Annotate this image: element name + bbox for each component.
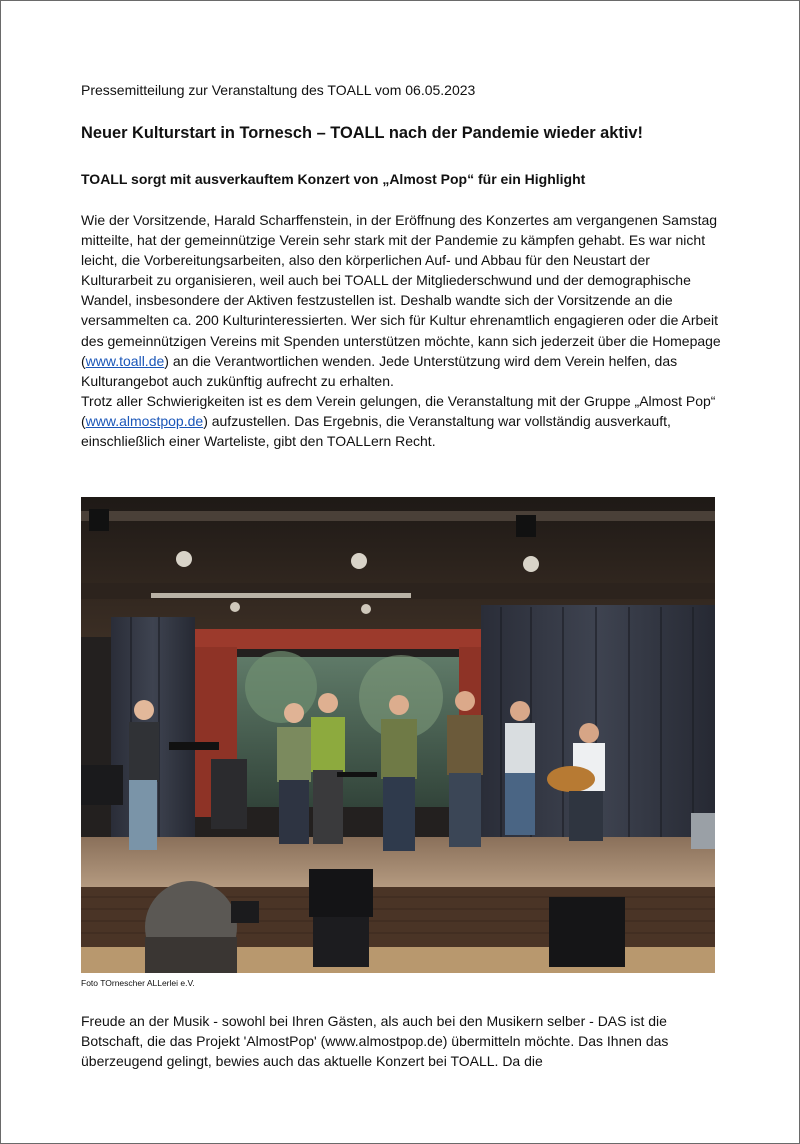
paragraph-2	[81, 391, 721, 451]
subheadline: TOALL sorgt mit ausverkauftem Konzert von „Almost Pop“ für ein Highlight	[81, 171, 586, 187]
article-body	[81, 210, 721, 451]
press-release-line: Pressemitteilung zur Veranstaltung des TOALL vom 06.05.2023	[81, 82, 476, 98]
concert-photo-illustration	[81, 497, 715, 973]
concert-photo	[81, 497, 715, 973]
toall-homepage-link[interactable]: www.toall.de	[85, 352, 165, 369]
paragraph-1-text-a: Wie der Vorsitzende, Harald Scharffenstein, in der Eröffnung des Konzertes am vergangenen Samstag mitteilte, hat der gemeinnützige Verein sehr stark mit der Pandemie zu kämpfen gehabt. Es war nicht leicht, die Vorbereitungsarbeiten, also den körperlichen Auf- und Abbau für den Neustart der Kulturarbeit zu organisieren, weil auch bei TOALL der Mitgliederschwund und der demographische Wandel, insbesondere der Aktiven festzustellen ist. Deshalb wandte sich der Vorsitzende an die versammelten ca. 200 Kulturinteressierten. Wer sich für Kultur ehrenamtlich engagieren oder die Arbeit des gemeinnützigen Vereins mit Spenden unterstützen möchte, kann sich jederzeit über die Homepage (	[81, 212, 721, 369]
paragraph-1-text-b: ) an die Verantwortlichen wenden. Jede Unterstützung wird dem Verein helfen, das Kulturangebot auch zukünftig aufrecht zu erhalten.	[81, 352, 678, 389]
paragraph-2-text-a: Trotz aller Schwierigkeiten ist es dem Verein gelungen, die Veranstaltung mit der Gruppe „Almost Pop“ (	[81, 392, 716, 429]
paragraph-1	[81, 210, 721, 391]
paragraph-3: Freude an der Musik - sowohl bei Ihren Gästen, als auch bei den Musikern selber - DAS ist die Botschaft, die das Projekt 'AlmostPop' (www.almostpop.de) übermitteln möchte. Das Ihnen das überzeugend gelingt, bewies auch das aktuelle Konzert bei TOALL. Da die	[81, 1013, 669, 1070]
almostpop-link[interactable]: www.almostpop.de	[85, 412, 204, 429]
article-body-continued	[81, 1011, 721, 1071]
paragraph-2-text-b: ) aufzustellen. Das Ergebnis, die Veranstaltung war vollständig ausverkauft, einschließlich einer Warteliste, gibt den TOALLern Recht.	[81, 412, 671, 450]
headline: Neuer Kulturstart in Tornesch – TOALL nach der Pandemie wieder aktiv!	[81, 124, 643, 142]
photo-caption: Foto TOrnescher ALLerlei e.V.	[81, 978, 195, 988]
